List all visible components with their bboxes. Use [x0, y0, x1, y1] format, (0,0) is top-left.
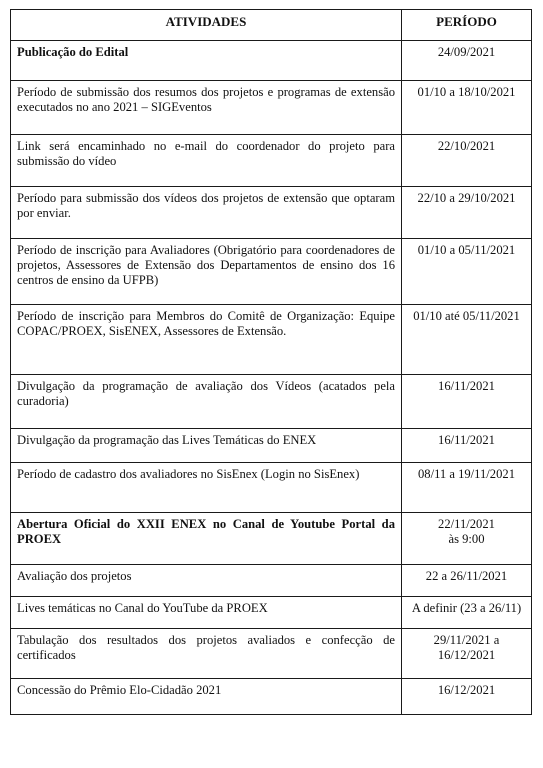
table-row — [11, 679, 532, 715]
table-row — [11, 81, 532, 135]
period-cell — [402, 81, 532, 135]
period-cell — [402, 463, 532, 513]
table-row — [11, 239, 532, 305]
table-row — [11, 305, 532, 375]
activity-cell: Período de submissão dos resumos dos projetos e programas de extensão executados no ano 2021 – SIGEventos — [11, 81, 402, 135]
period-cell — [402, 187, 532, 239]
period-line: 22 a 26/11/2021 — [425, 569, 508, 583]
activity-cell: Avaliação dos projetos — [11, 565, 402, 597]
period-cell — [402, 565, 532, 597]
period-line: 16/12/2021 — [437, 648, 496, 662]
period-cell — [402, 429, 532, 463]
schedule-table — [10, 9, 532, 715]
header-period: PERÍODO — [402, 10, 532, 41]
table-row — [11, 135, 532, 187]
period-line: A definir (23 a 26/11) — [411, 601, 522, 615]
activity-cell: Período de inscrição para Avaliadores (Obrigatório para coordenadores de projetos, Assessores de Extensão dos Departamentos de ensino dos 16 centros de ensino da UFPB) — [11, 239, 402, 305]
header-activities: ATIVIDADES — [11, 10, 402, 41]
period-line: às 9:00 — [448, 532, 485, 546]
activity-cell: Link será encaminhado no e-mail do coordenador do projeto para submissão do vídeo — [11, 135, 402, 187]
period-cell — [402, 135, 532, 187]
period-line: 01/10 a 18/10/2021 — [417, 85, 516, 99]
period-cell — [402, 375, 532, 429]
period-cell — [402, 41, 532, 81]
activity-cell: Lives temáticas no Canal do YouTube da PROEX — [11, 597, 402, 629]
table-row — [11, 463, 532, 513]
period-line: 08/11 a 19/11/2021 — [417, 467, 515, 481]
period-line: 16/11/2021 — [438, 379, 495, 393]
period-line: 24/09/2021 — [437, 45, 496, 59]
period-line: 22/10/2021 — [437, 139, 496, 153]
activity-cell: Período de inscrição para Membros do Comitê de Organização: Equipe COPAC/PROEX, SisENEX, Assessores de Extensão. — [11, 305, 402, 375]
table-row — [11, 429, 532, 463]
activity-cell: Abertura Oficial do XXII ENEX no Canal de Youtube Portal da PROEX — [11, 513, 402, 565]
table-body — [11, 41, 532, 715]
period-line: 01/10 a 05/11/2021 — [417, 243, 516, 257]
period-cell — [402, 513, 532, 565]
table-row — [11, 187, 532, 239]
activity-cell: Período para submissão dos vídeos dos projetos de extensão que optaram por enviar. — [11, 187, 402, 239]
period-line: 22/11/2021 — [438, 517, 495, 531]
activity-cell: Divulgação da programação de avaliação dos Vídeos (acatados pela curadoria) — [11, 375, 402, 429]
table-row — [11, 41, 532, 81]
activity-cell: Divulgação da programação das Lives Temáticas do ENEX — [11, 429, 402, 463]
table-row — [11, 629, 532, 679]
period-line: 16/12/2021 — [437, 683, 496, 697]
table-row — [11, 597, 532, 629]
activity-cell: Publicação do Edital — [11, 41, 402, 81]
table-row — [11, 565, 532, 597]
activity-cell: Tabulação dos resultados dos projetos avaliados e confecção de certificados — [11, 629, 402, 679]
table-row — [11, 375, 532, 429]
period-cell — [402, 305, 532, 375]
period-cell — [402, 679, 532, 715]
period-cell — [402, 629, 532, 679]
table-header-row — [11, 10, 532, 41]
period-line: 16/11/2021 — [438, 433, 495, 447]
period-line: 29/11/2021 a — [433, 633, 500, 647]
activity-cell: Período de cadastro dos avaliadores no SisEnex (Login no SisEnex) — [11, 463, 402, 513]
period-line: 01/10 até 05/11/2021 — [413, 309, 520, 323]
table-row — [11, 513, 532, 565]
period-cell — [402, 597, 532, 629]
period-cell — [402, 239, 532, 305]
period-line: 22/10 a 29/10/2021 — [417, 191, 516, 205]
activity-cell: Concessão do Prêmio Elo-Cidadão 2021 — [11, 679, 402, 715]
